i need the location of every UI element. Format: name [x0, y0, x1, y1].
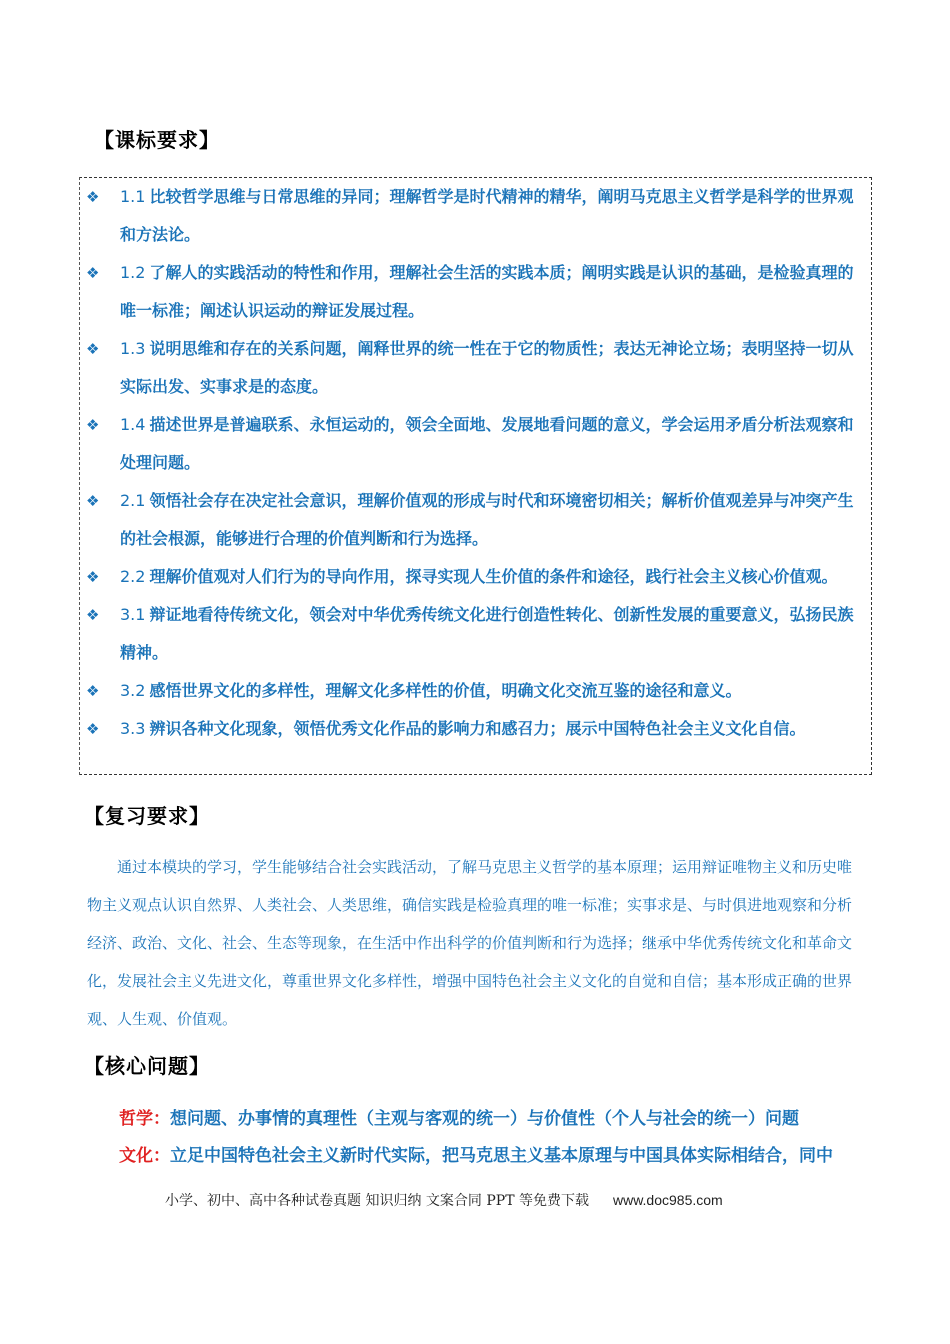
diamond-bullet-icon: ❖ [86, 264, 100, 282]
standard-item [80, 482, 871, 558]
standard-item [80, 178, 871, 254]
standard-text: 感悟世界文化的多样性，理解文化多样性的价值，明确文化交流互鉴的途径和意义。 [149, 681, 742, 700]
standard-text: 了解人的实践活动的特性和作用，理解社会生活的实践本质；阐明实践是认识的基础，是检验真理的唯一标准；阐述认识运动的辩证发展过程。 [120, 263, 854, 320]
standard-item [80, 406, 871, 482]
standards-list [80, 178, 871, 748]
review-paragraph: 通过本模块的学习，学生能够结合社会实践活动，了解马克思主义哲学的基本原理；运用辩证唯物主义和历史唯物主义观点认识自然界、人类社会、人类思维，确信实践是检验真理的唯一标准；实事求是、与时俱进地观察和分析经济、政治、文化、社会、生态等现象，在生活中作出科学的价值判断和行为选择；继承中华优秀传统文化和革命文化，发展社会主义先进文化，尊重世界文化多样性，增强中国特色社会主义文化的自觉和自信；基本形成正确的世界观、人生观、价值观。 [87, 858, 853, 1028]
standards-heading: 【课标要求】 [94, 128, 220, 152]
footer-url[interactable]: www.doc985.com [612, 1192, 723, 1208]
standard-number: 2.1 [120, 491, 146, 510]
diamond-bullet-icon: ❖ [86, 720, 100, 738]
standard-item [80, 254, 871, 330]
diamond-bullet-icon: ❖ [86, 416, 100, 434]
core-philosophy-line [119, 1104, 799, 1129]
standard-text: 领悟社会存在决定社会意识，理解价值观的形成与时代和环境密切相关；解析价值观差异与冲突产生的社会根源，能够进行合理的价值判断和行为选择。 [120, 491, 854, 548]
standard-number: 2.2 [120, 567, 146, 586]
standard-item [80, 710, 871, 748]
standard-number: 1.1 [120, 187, 146, 206]
diamond-bullet-icon: ❖ [86, 492, 100, 510]
standard-number: 1.2 [120, 263, 146, 282]
core-culture-text: 立足中国特色社会主义新时代实际，把马克思主义基本原理与中国具体实际相结合，同中 [170, 1146, 833, 1166]
standards-box [79, 177, 872, 775]
standard-number: 3.1 [120, 605, 146, 624]
standard-number: 3.3 [120, 719, 146, 738]
standard-text: 理解价值观对人们行为的导向作用，探寻实现人生价值的条件和途径，践行社会主义核心价值观。 [149, 567, 838, 586]
standard-text: 说明思维和存在的关系问题，阐释世界的统一性在于它的物质性；表达无神论立场；表明坚持一切从实际出发、实事求是的态度。 [120, 339, 854, 396]
standard-item [80, 672, 871, 710]
core-culture-label: 文化： [119, 1146, 170, 1166]
standard-item [80, 558, 871, 596]
footer-text: 小学、初中、高中各种试卷真题 知识归纳 文案合同 PPT 等免费下载 [165, 1193, 589, 1209]
standard-number: 1.4 [120, 415, 146, 434]
standard-text: 比较哲学思维与日常思维的异同；理解哲学是时代精神的精华，阐明马克思主义哲学是科学的世界观和方法论。 [120, 187, 854, 244]
footer [165, 1190, 723, 1210]
diamond-bullet-icon: ❖ [86, 340, 100, 358]
standard-number: 1.3 [120, 339, 146, 358]
core-heading: 【核心问题】 [84, 1054, 210, 1078]
core-philosophy-text: 想问题、办事情的真理性（主观与客观的统一）与价值性（个人与社会的统一）问题 [170, 1109, 799, 1129]
standard-item [80, 596, 871, 672]
diamond-bullet-icon: ❖ [86, 568, 100, 586]
review-heading: 【复习要求】 [84, 804, 210, 828]
standard-text: 辩证地看待传统文化，领会对中华优秀传统文化进行创造性转化、创新性发展的重要意义，弘扬民族精神。 [120, 605, 854, 662]
standard-text: 辨识各种文化现象，领悟优秀文化作品的影响力和感召力；展示中国特色社会主义文化自信。 [149, 719, 806, 738]
diamond-bullet-icon: ❖ [86, 682, 100, 700]
core-culture-line [119, 1141, 833, 1166]
standard-item [80, 330, 871, 406]
diamond-bullet-icon: ❖ [86, 188, 100, 206]
standard-number: 3.2 [120, 681, 146, 700]
standard-text: 描述世界是普遍联系、永恒运动的，领会全面地、发展地看问题的意义，学会运用矛盾分析法观察和处理问题。 [120, 415, 854, 472]
diamond-bullet-icon: ❖ [86, 606, 100, 624]
core-philosophy-label: 哲学： [119, 1109, 170, 1129]
